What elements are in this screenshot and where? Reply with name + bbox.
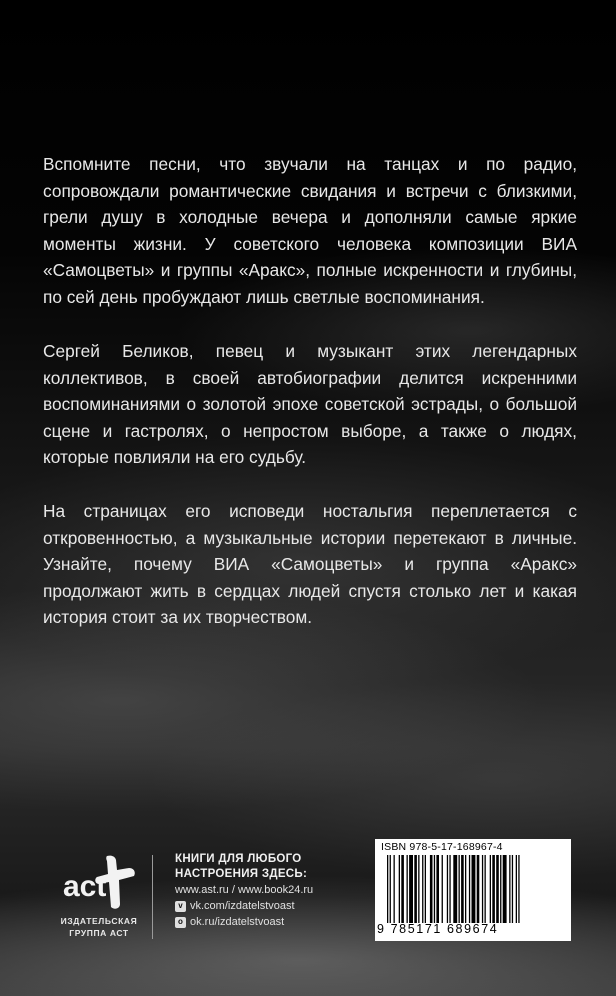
ok-link-text: ok.ru/izdatelstvoast bbox=[190, 916, 285, 928]
ok-link[interactable] bbox=[175, 914, 375, 930]
ast-cross-logo-icon bbox=[59, 852, 139, 912]
description-paragraph-3: На страницах его исповеди ностальгия переплетается с откровенностью, а музыкальные истории перетекают в личные. Узнайте, почему ВИА «Самоцветы» и группа «Аракс» продолжают жить в сердцах людей спустя столько лет и какая история стоит за их творчеством. bbox=[43, 501, 577, 627]
isbn-text: ISBN 978-5-17-168967-4 bbox=[381, 841, 503, 853]
logo-text: act bbox=[63, 870, 107, 903]
publisher-logo bbox=[45, 852, 145, 942]
slogan-line-2: НАСТРОЕНИЯ ЗДЕСЬ: bbox=[175, 868, 308, 880]
slogan-line-1: КНИГИ ДЛЯ ЛЮБОГО bbox=[175, 853, 302, 865]
publisher-name-line-1: ИЗДАТЕЛЬСКАЯ bbox=[60, 916, 138, 926]
odnoklassniki-icon: o bbox=[175, 917, 186, 928]
publisher-info bbox=[175, 852, 375, 930]
vk-link[interactable] bbox=[175, 898, 375, 914]
barcode bbox=[375, 839, 571, 941]
vk-icon: v bbox=[175, 901, 186, 912]
description-paragraph-2: Сергей Беликов, певец и музыкант этих легендарных коллективов, в своей автобиографии делится искренними воспоминаниями о золотой эпохе советской эстрады, о большой сцене и гастролях, о непростом выборе, а также о людях, которые повлияли на его судьбу. bbox=[43, 341, 577, 467]
websites-link[interactable]: www.ast.ru / www.book24.ru bbox=[175, 884, 314, 896]
divider bbox=[152, 855, 153, 939]
vk-link-text: vk.com/izdatelstvoast bbox=[190, 900, 295, 912]
description-paragraph-1: Вспомните песни, что звучали на танцах и по радио, сопровождали романтические свидания и встречи с близкими, грели душу в холодные вечера и дополняли самые яркие моменты жизни. У советского человека композиции ВИА «Самоцветы» и группы «Аракс», полные искренности и глубины, по сей день пробуждают лишь светлые воспоминания. bbox=[43, 154, 577, 307]
publisher-name-line-2: ГРУППА АСТ bbox=[69, 928, 129, 938]
ean-digits: 9 785171 689674 bbox=[377, 922, 499, 936]
barcode-bars bbox=[387, 855, 567, 923]
